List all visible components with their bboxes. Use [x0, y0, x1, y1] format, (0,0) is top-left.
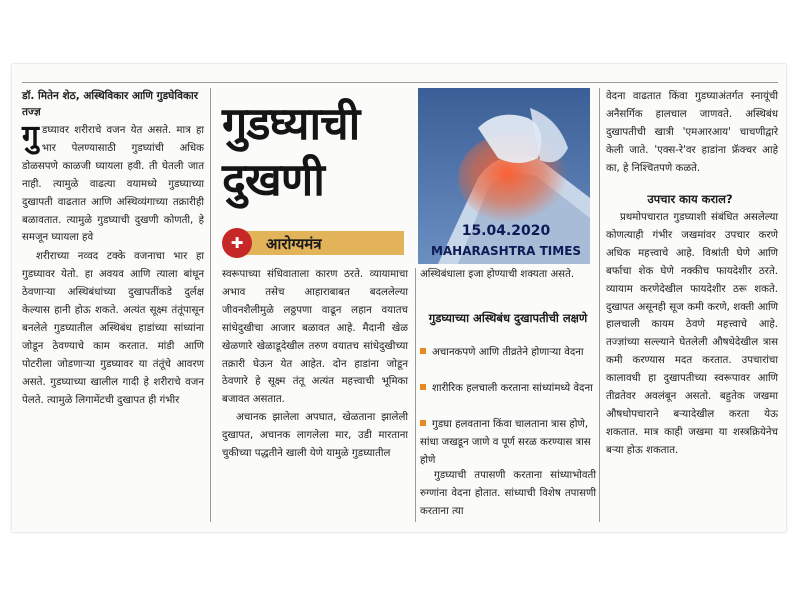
column-2	[222, 266, 408, 522]
column-divider	[599, 88, 600, 522]
headline-line: गुडघ्याची	[222, 97, 360, 150]
symptom-item: शारीरिक हलचाली करताना सांध्यांमध्ये वेदना	[420, 380, 596, 398]
bullet-square-icon	[420, 420, 426, 426]
column-4	[606, 88, 778, 178]
column-3-body	[420, 467, 596, 521]
publication-date: 15.04.2020	[461, 223, 551, 239]
paragraph: स्वरूपाच्या संधिवाताला कारण ठरते. व्यायामाचा अभाव तसेच आहाराबाबत बदललेल्या जीवनशैलीमुळे लठ्ठपणा वाढून लहान वयातच सांधेदुखीचा आजार बळावत आहे. मैदानी खेळ खेळणारे खेळाडूदेखील तरुण वयातच सांधेदुखीच्या तक्रारी घेऊन येत आहेत. दोन हाडांना जोडून ठेवणारे हे सूक्ष्म तंतू अत्यंत महत्त्वाची भूमिका बजावत असतात.	[222, 269, 408, 406]
symptom-item: अचानकपणे आणि तीव्रतेने होणाऱ्या वेदना	[420, 344, 596, 362]
headline	[222, 96, 412, 208]
paragraph: अस्थिबंधाला इजा होण्याची शक्यता असते.	[420, 269, 575, 280]
column-divider	[415, 268, 416, 522]
symptom-item: गुडघा हलवताना किंवा चालताना त्रास होणे, सांधा जखडून जाणे व पूर्ण सरळ करण्यास त्रास होणे	[420, 419, 591, 466]
paragraph: वेदना वाढतात किंवा गुडघ्याअंतर्गत स्नायूंची अनैसर्गिक हालचाल जाणवते. अस्थिबंध दुखापतीची खात्री 'एमआरआय' चाचणीद्वारे केली जाते. 'एक्स-रे'वर हाडांना फ्रॅक्चर आहे का, हे निश्चितपणे कळते.	[606, 91, 778, 174]
paragraph: प्रथमोपचारात गुडघ्याशी संबंधित असलेल्या कोणत्याही गंभीर जखमांवर उपचार करणे अधिक महत्त्वाचे आहे. विश्रांती घेणे आणि बर्फाचा शेक घेणे नक्कीच फायदेशीर ठरते. व्यायाम करणेदेखील फायदेशीर ठरू शकते. दुखापत असूनही सूज कमी करणे, शक्ती आणि हालचाली कायम ठेवणे महत्त्वाचे आहे. तज्ज्ञांच्या सल्ल्याने घेतलेली औषधेदेखील त्रास कमी करण्यास मदत करतात. उपचारांचा कालावधी हा दुखापतीच्या स्वरूपावर आणि तीव्रतेवर अवलंबून असतो. बहुतेक जखमा औषधोपचाराने बऱ्यादेखील करता येऊ शकतात. मात्र काही जखमा या शस्त्रक्रियेनेच बऱ्या होऊ शकतात.	[606, 212, 778, 456]
column-4-body	[606, 209, 778, 460]
paragraph: गुडघ्याची तपासणी करताना सांध्याभोवती रुग्णांना वेदना होतात. सांध्याची विशेष तपासणी करताना त्या	[420, 470, 596, 517]
byline: डॉ. मितेन शेठ, अस्थिविकार आणि गुडघेविकार तज्ज्ञ	[22, 90, 199, 118]
paragraph: शरीराच्या नव्वद टक्के वजनाचा भार हा गुडघ्यावर येतो. हा अवयव आणि त्याला बांधून ठेवणाऱ्या अस्थिबंधांच्या दुखापतींकडे दुर्लक्ष केल्यास हानी होऊ शकते. अत्यंत सूक्ष्म तंतूंपासून बनलेले गुडघ्यातील अस्थिबंध हाडांच्या सांध्यांना जोडून ठेवण्याचे काम करतात. मांडी आणि पोटरीला जोडणाऱ्या गुडघ्यावर या तंतूंचे आवरण असते. गुडघ्याच्या खालील गादी हे शरीराचे वजन पेलते. त्यामुळे लिगामेंटची दुखापत ही गंभीर	[22, 251, 204, 406]
bullet-square-icon	[420, 348, 426, 354]
column-1	[22, 119, 204, 522]
section-heading: उपचार काय कराल?	[647, 192, 733, 206]
column-tag	[222, 228, 408, 258]
drop-cap: गु	[22, 119, 39, 154]
headline-line: दुखणी	[222, 153, 324, 206]
bullet-square-icon	[420, 384, 426, 390]
newspaper-name: MAHARASHTRA TIMES	[430, 244, 582, 258]
column-3-intro	[420, 266, 596, 284]
publication-stamp	[426, 222, 586, 259]
paragraph: डघ्यावर शरीराचे वजन येत असते. मात्र हा भार पेलण्यासाठी गुडघ्यांची अधिक डोळसपणे काळजी घ्यायला हवी. ती घेतली जात नाही. त्यामुळे वाढत्या वयामध्ये गुडघ्याच्या दुखापती वाढतात आणि अस्थिव्यंगाच्या तक्रारीही बळावतात. त्यामुळे गुडघ्याची दुखणी कोणती, हे समजून घ्यायला हवे	[22, 125, 204, 244]
tag-label: आरोग्यमंत्र	[266, 235, 322, 253]
top-rule	[22, 82, 778, 83]
medical-cross-icon: ✚	[222, 228, 252, 258]
section-heading: गुडघ्याच्या अस्थिबंध दुखापतीची लक्षणे	[428, 311, 588, 325]
column-divider	[210, 88, 211, 522]
paragraph: अचानक झालेला अपघात, खेळताना झालेली दुखापत, अचानक लागलेला मार, उडी मारताना चुकीच्या पद्धतीने खाली येणे यामुळे गुडघ्यातील	[222, 412, 408, 460]
